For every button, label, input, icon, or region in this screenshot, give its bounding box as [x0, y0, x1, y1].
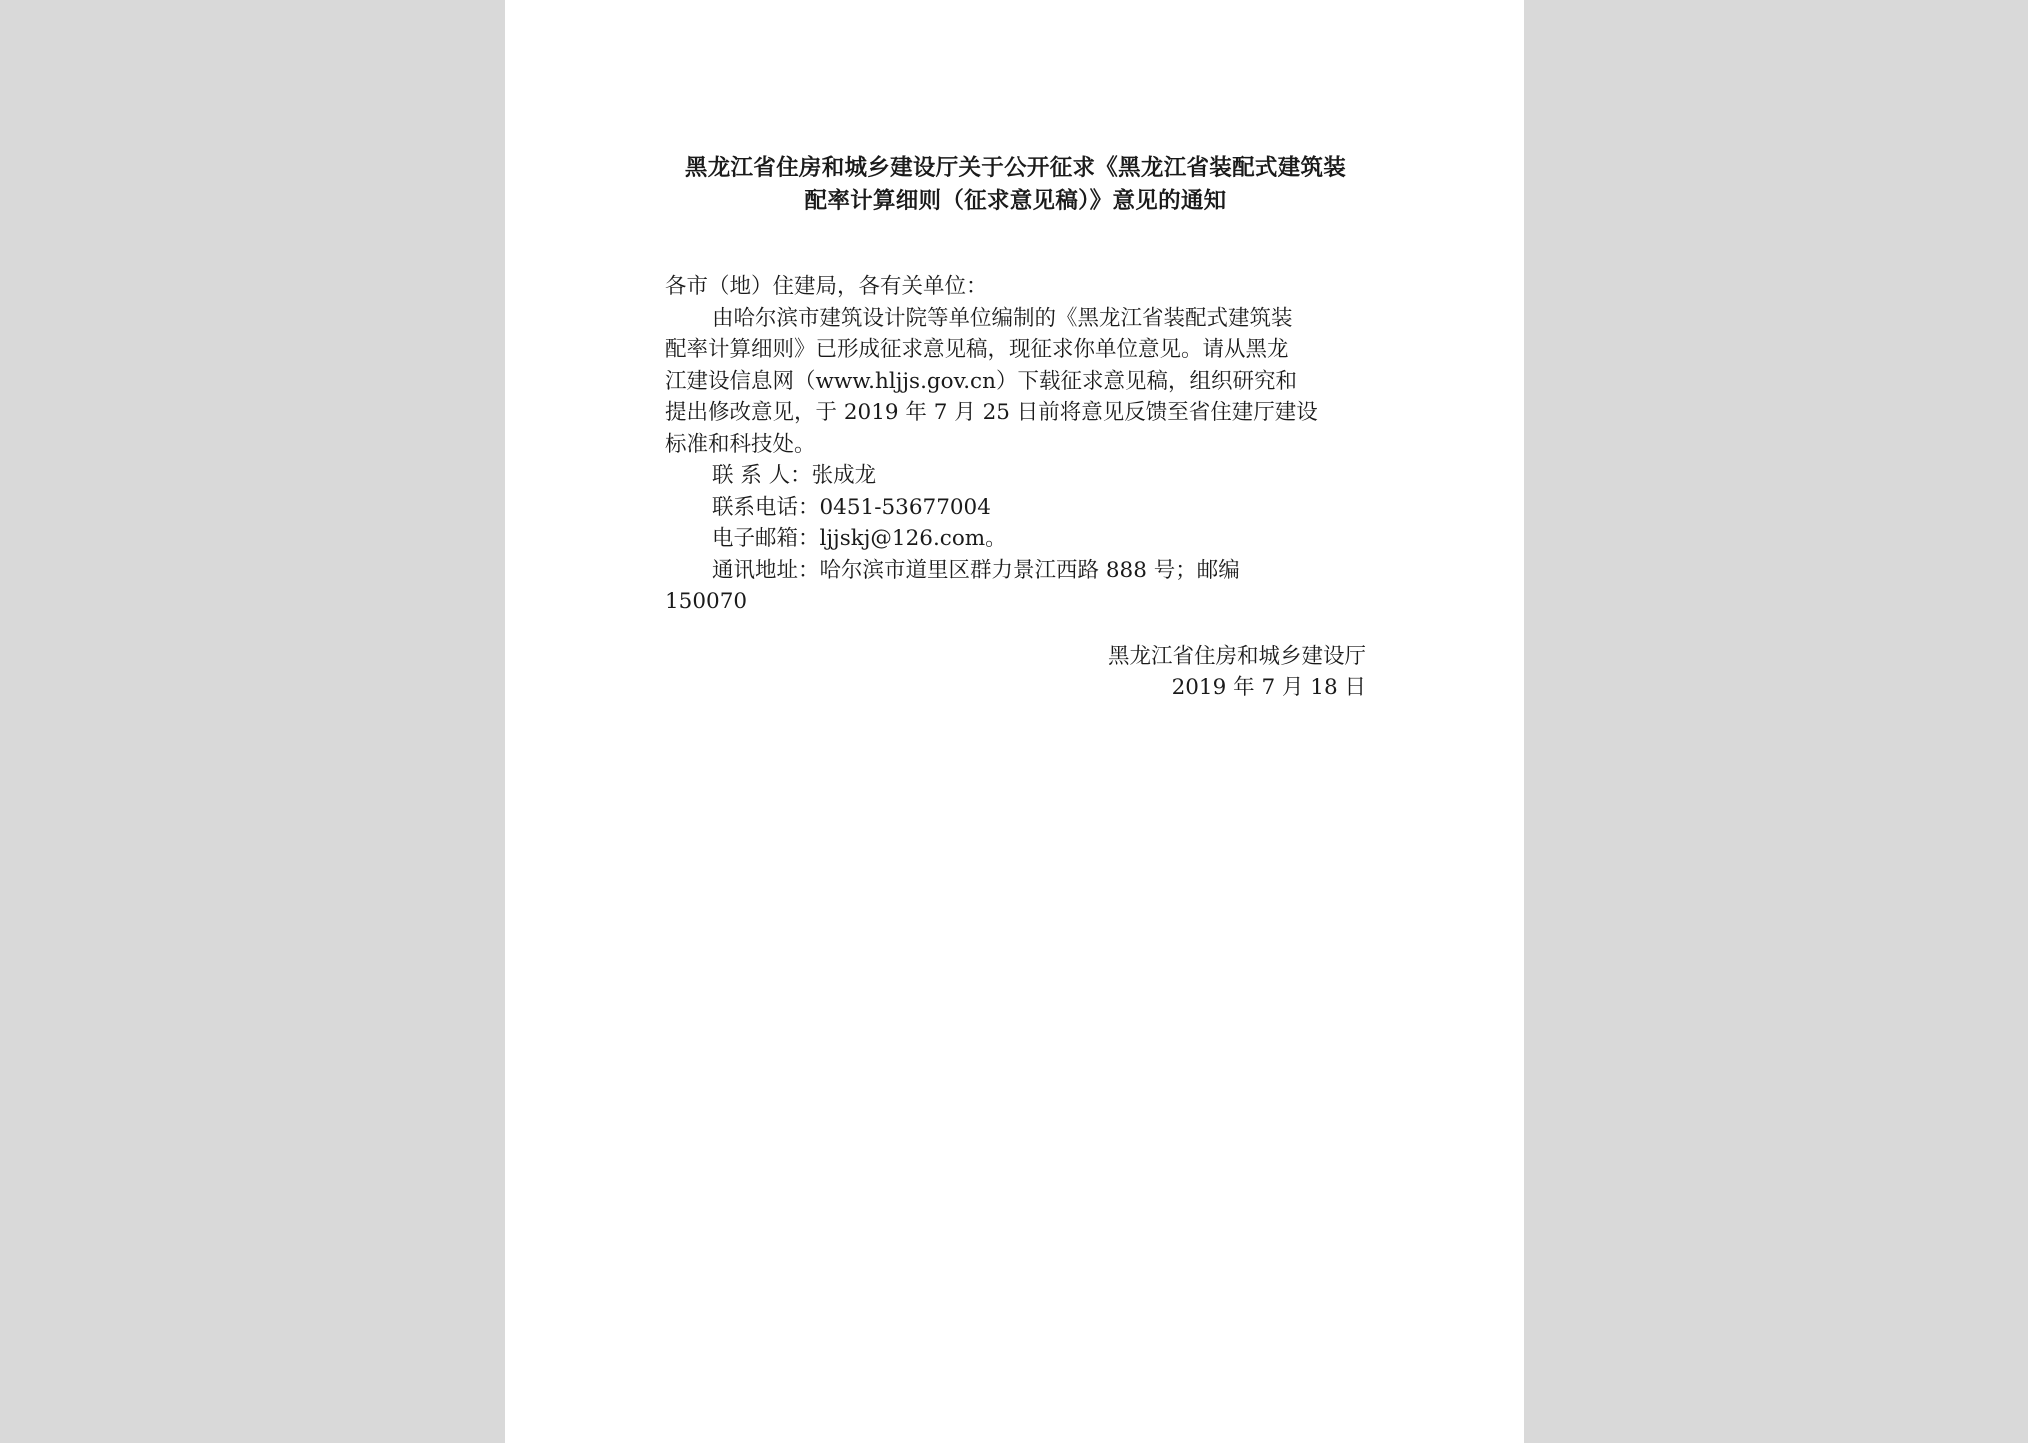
contact-phone: 联系电话：0451-53677004: [712, 494, 991, 520]
document-page: [505, 0, 1524, 1443]
contact-address: 通讯地址：哈尔滨市道里区群力景江西路 888 号；邮编: [712, 557, 1240, 583]
signature-organization: 黑龙江省住房和城乡建设厅: [1107, 643, 1366, 669]
postal-code: 150070: [665, 589, 748, 614]
signature-block: [665, 641, 1366, 704]
main-paragraph: [665, 303, 1366, 461]
paragraph-line: 江建设信息网（www.hljjs.gov.cn）下载征求意见稿，组织研究和: [665, 368, 1297, 394]
contact-email: 电子邮箱：ljjskj@126.com。: [712, 526, 1007, 551]
paragraph-line: 标准和科技处。: [665, 431, 816, 457]
paragraph-line: 由哈尔滨市建筑设计院等单位编制的《黑龙江省装配式建筑装: [712, 305, 1293, 331]
title-line: 配率计算细则（征求意见稿）》意见的通知: [804, 188, 1227, 214]
contact-person: 联 系 人：张成龙: [712, 463, 877, 488]
paragraph-line: 提出修改意见，于 2019 年 7 月 25 日前将意见反馈至省住建厅建设: [665, 400, 1318, 425]
page-content: [665, 152, 1366, 704]
signature-date: 2019 年 7 月 18 日: [1171, 675, 1366, 700]
salutation: 各市（地）住建局，各有关单位：: [665, 274, 988, 299]
title-line: 黑龙江省住房和城乡建设厅关于公开征求《黑龙江省装配式建筑装: [684, 155, 1347, 181]
paragraph-line: 配率计算细则》已形成征求意见稿，现征求你单位意见。请从黑龙: [665, 337, 1289, 362]
document-title: [665, 152, 1366, 218]
document-body: [665, 271, 1366, 618]
